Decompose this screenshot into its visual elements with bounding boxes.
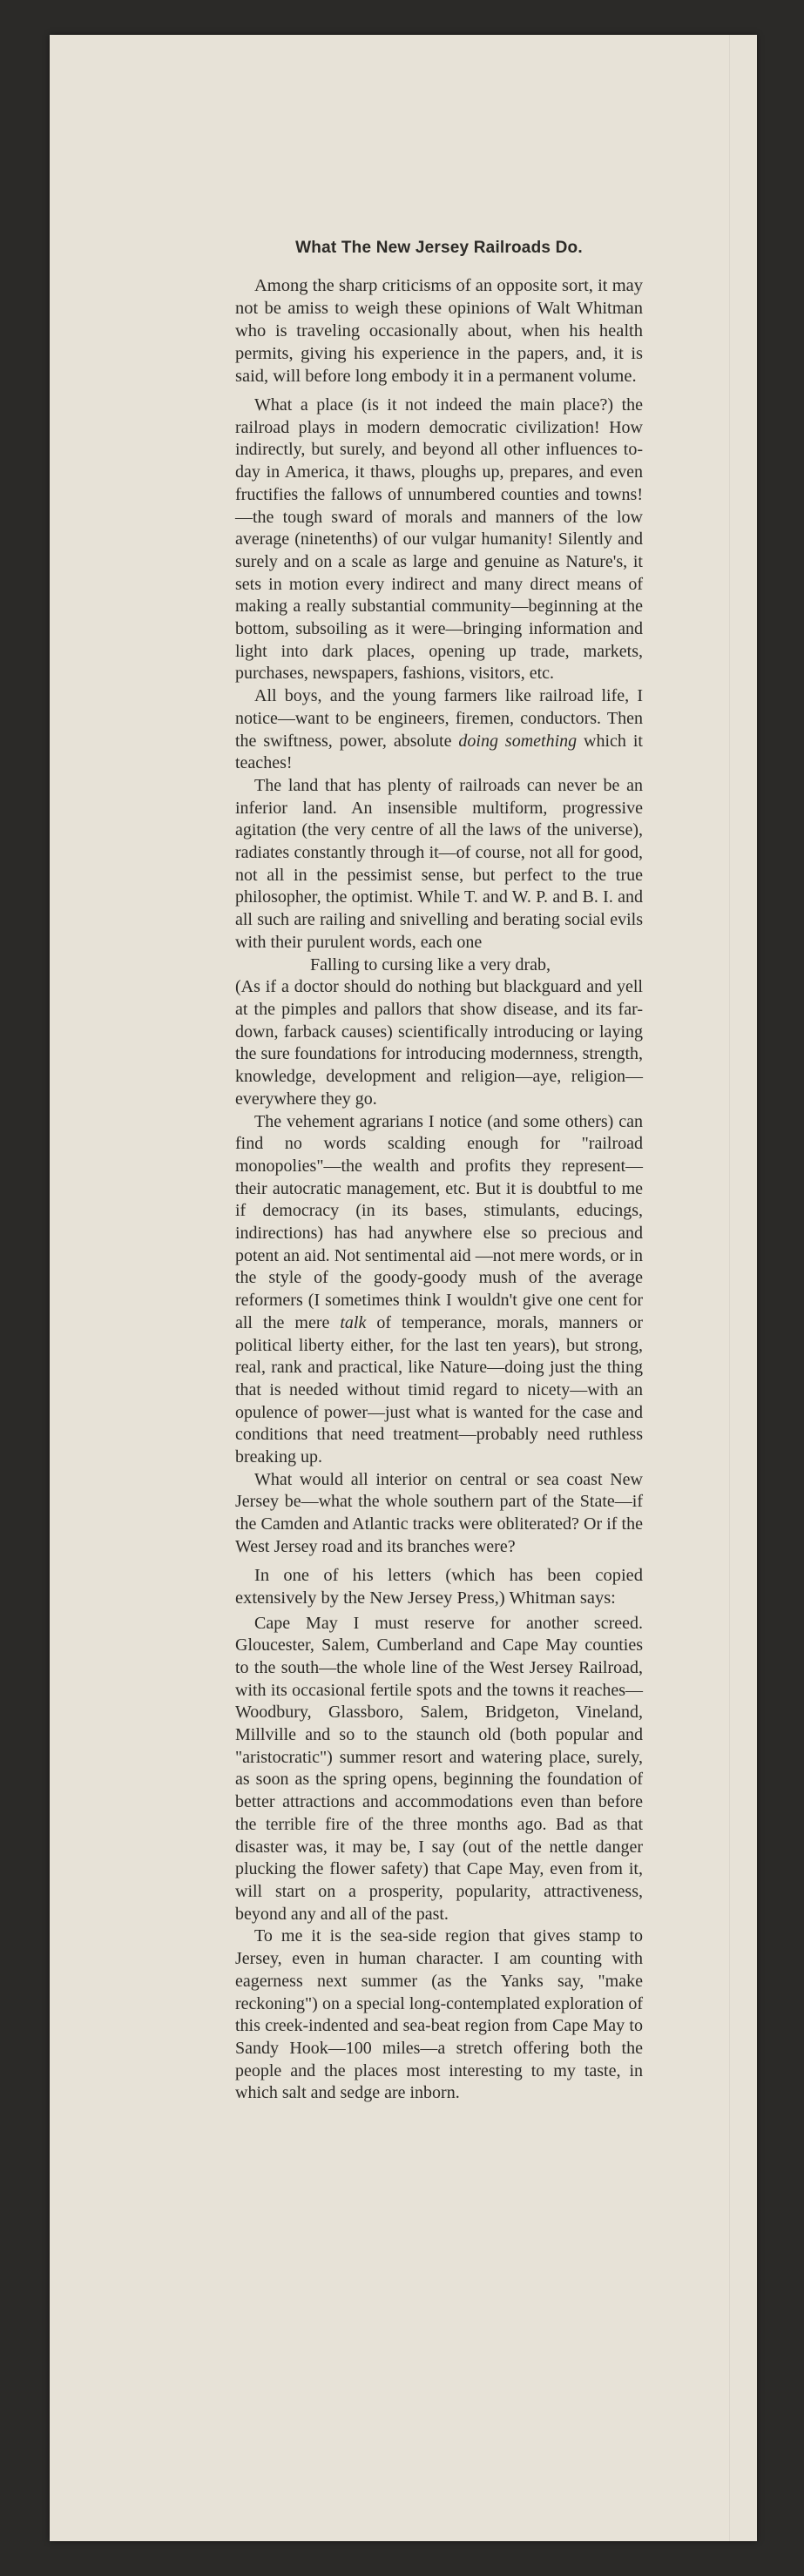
paragraph-land-railroads: The land that has plenty of railroads can never be an inferior land. An insensible multiform, progressive agitation (the very centre of all the laws of the universe), radiates constantly through it—of course, not all for good, not all in the pessimist sense, but perfect to the true philosopher, the optimist. While T. and W. P. and B. I. and all such are railing and snivelling and berating social evils with their purulent words, each one	[235, 775, 643, 952]
paragraph-boys-text-a: All boys, and the young farmers like railroad life, I notice—want to be engineers, firemen, conductors. Then the swiftness, power, absolute	[235, 686, 643, 751]
paragraph-agrarians	[235, 1111, 643, 1469]
paper-sheet	[50, 35, 757, 2541]
paragraph-boys-text-b: which it teaches!	[235, 731, 643, 773]
paragraph-agrarians-text-b: of temperance, morals, manners or political liberty either, for the last ten years), but strong, real, rank and practical, like Nature—doing just the thing that is needed without timid regard to nicety—with an opulence of power—just what is wanted for the case and conditions that need treatment—probably need ruthless breaking up.	[235, 1312, 643, 1467]
intro-paragraph: Among the sharp criticisms of an opposite sort, it may not be amiss to weigh these opinions of Walt Whitman who is traveling occasionally about, when his health permits, giving his experience in the papers, and, it is said, will before long embody it in a permanent volume.	[235, 276, 643, 386]
verse-line: Falling to cursing like a very drab,	[310, 954, 551, 974]
emphasis-doing-something: doing something	[458, 731, 578, 751]
quote-paragraph-cape-may: Cape May I must reserve for another screed. Gloucester, Salem, Cumberland and Cape May counties to the south—the whole line of the West Jersey Railroad, with its occasional fertile spots and the towns it reaches—Woodbury, Glassboro, Salem, Bridgeton, Vineland, Millville and so to the staunch old (both popular and "aristocratic") summer resort and watering place, surely, as soon as the spring opens, beginning the foundation of better attractions and accommodations even than before the terrible fire of the three months ago. Bad as that disaster was, it may be, I say (out of the nettle danger plucking the flower safety) that Cape May, even from it, will start on a prosperity, popularity, attractiveness, beyond any and all of the past.	[235, 1613, 643, 1924]
paragraph-boys-farmers	[235, 685, 643, 775]
paragraph-railroad-place: What a place (is it not indeed the main place?) the railroad plays in modern democratic civilization! How indirectly, but surely, and beyond all other influences to-day in America, it thaws, ploughs up, prepares, and even fructifies the fallows of unnumbered counties and towns!—the tough sward of morals and manners of the low average (ninetenths) of our vulgar humanity! Silently and surely and on a scale as large and genuine as Nature's, it sets in motion every indirect and many direct means of making a really substantial community—beginning at the bottom, subsoiling as it were—bringing information and light into dark places, opening up trade, markets, purchases, newspapers, fashions, visitors, etc.	[235, 395, 643, 684]
paragraph-new-jersey: What would all interior on central or sea coast New Jersey be—what the whole southern part of the State—if the Camden and Atlantic tracks were obliterated? Or if the West Jersey road and its branches were?	[235, 1469, 643, 1556]
quote-paragraph-sea-side: To me it is the sea-side region that gives stamp to Jersey, even in human character. I am counting with eagerness next summer (as the Yanks say, "make reckoning") on a special long-contemplated exploration of this creek-indented and sea-beat region from Cape May to Sandy Hook—100 miles—a stretch offering both the people and the places most interesting to my taste, in which salt and sedge are inborn.	[235, 1926, 643, 2103]
paragraph-agrarians-text-a: The vehement agrarians I notice (and some others) can find no words scalding enough for "railroad monopolies"—the wealth and profits they represent—their autocratic management, etc. But it is doubtful to me if democracy (in its bases, stimulants, educings, indirections) has had anywhere else so precious and potent an aid. Not sentimental aid —not mere words, or in the style of the goody-goody mush of the average reformers (I sometimes think I wouldn't give one cent for all the mere	[235, 1111, 643, 1332]
paragraph-doctor: (As if a doctor should do nothing but blackguard and yell at the pimples and pallors that show disease, and its far-down, farback causes) scientifically introducing or laying the sure foundations for introducing modernness, strength, knowledge, development and religion—aye, religion—everywhere they go.	[235, 977, 643, 1109]
quote-introduction: In one of his letters (which has been copied extensively by the New Jersey Press,) Whitman says:	[235, 1565, 643, 1608]
emphasis-talk: talk	[340, 1312, 367, 1332]
article-title: What The New Jersey Railroads Do.	[295, 239, 583, 257]
article-column	[235, 238, 643, 2105]
